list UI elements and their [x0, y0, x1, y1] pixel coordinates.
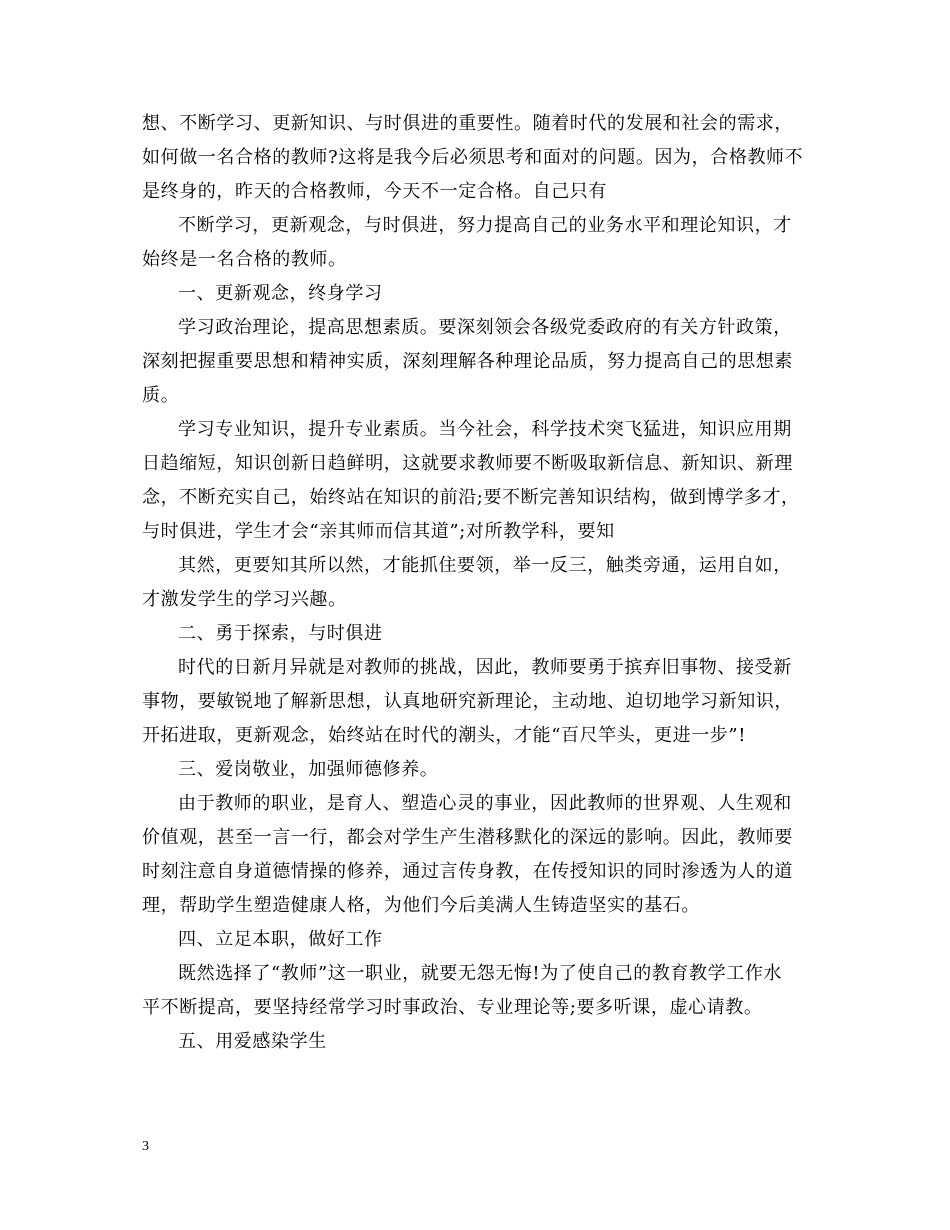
text-line: 理，帮助学生塑造健康人格，为他们今后美满人生铸造坚实的基石。 — [142, 895, 700, 916]
text-line: 平不断提高，要坚持经常学习时事政治、专业理论等;要多听课，虚心请教。 — [142, 997, 763, 1018]
text-line: 事物，要敏锐地了解新思想，认真地研究新理论，主动地、迫切地学习新知识， — [142, 691, 793, 712]
text-line: 学习政治理论，提高思想素质。要深刻领会各级党委政府的有关方针政策， — [178, 317, 792, 338]
text-line: 其然，更要知其所以然，才能抓住要领，举一反三，触类旁通，运用自如， — [178, 555, 792, 576]
text-line: 开拓进取，更新观念，始终站在时代的潮头，才能“百尺竿头，更进一步”! — [142, 725, 747, 746]
text-line: 时代的日新月异就是对教师的挑战，因此，教师要勇于摈弃旧事物、接受新 — [178, 657, 792, 678]
text-line: 质。 — [142, 385, 180, 406]
section-heading: 一、更新观念，终身学习 — [178, 283, 383, 304]
section-heading: 二、勇于探索，与时俱进 — [178, 623, 383, 644]
text-line: 不断学习，更新观念，与时俱进，努力提高自己的业务水平和理论知识，才 — [178, 215, 792, 236]
text-line: 与时俱进，学生才会“亲其师而信其道”;对所教学科，要知 — [142, 521, 615, 542]
text-line: 时刻注意自身道德情操的修养，通过言传身教，在传授知识的同时渗透为人的道 — [142, 861, 793, 882]
section-heading: 五、用爱感染学生 — [178, 1031, 327, 1052]
text-line: 是终身的，昨天的合格教师，今天不一定合格。自己只有 — [142, 181, 607, 202]
text-line: 日趋缩短，知识创新日趋鲜明，这就要求教师要不断吸取新信息、新知识、新理 — [142, 453, 793, 474]
text-line: 念，不断充实自己，始终站在知识的前沿;要不断完善知识结构，做到博学多才， — [142, 487, 800, 508]
text-line: 深刻把握重要思想和精神实质，深刻理解各种理论品质，努力提高自己的思想素 — [142, 351, 793, 372]
page-number: 3 — [142, 1139, 149, 1154]
text-line: 始终是一名合格的教师。 — [142, 249, 347, 270]
text-line: 既然选择了“教师”这一职业，就要无怨无悔!为了使自己的教育教学工作水 — [178, 963, 783, 984]
text-line: 想、不断学习、更新知识、与时俱进的重要性。随着时代的发展和社会的需求， — [142, 113, 793, 134]
text-line: 如何做一名合格的教师?这将是我今后必须思考和面对的问题。因为，合格教师不 — [142, 147, 804, 168]
text-line: 由于教师的职业，是育人、塑造心灵的事业，因此教师的世界观、人生观和 — [178, 793, 792, 814]
section-heading: 三、爱岗敬业，加强师德修养。 — [178, 759, 439, 780]
text-line: 才激发学生的学习兴趣。 — [142, 589, 347, 610]
section-heading: 四、立足本职，做好工作 — [178, 929, 383, 950]
text-line: 学习专业知识，提升专业素质。当今社会，科学技术突飞猛进，知识应用期 — [178, 419, 792, 440]
text-line: 价值观，甚至一言一行，都会对学生产生潜移默化的深远的影响。因此，教师要 — [142, 827, 793, 848]
